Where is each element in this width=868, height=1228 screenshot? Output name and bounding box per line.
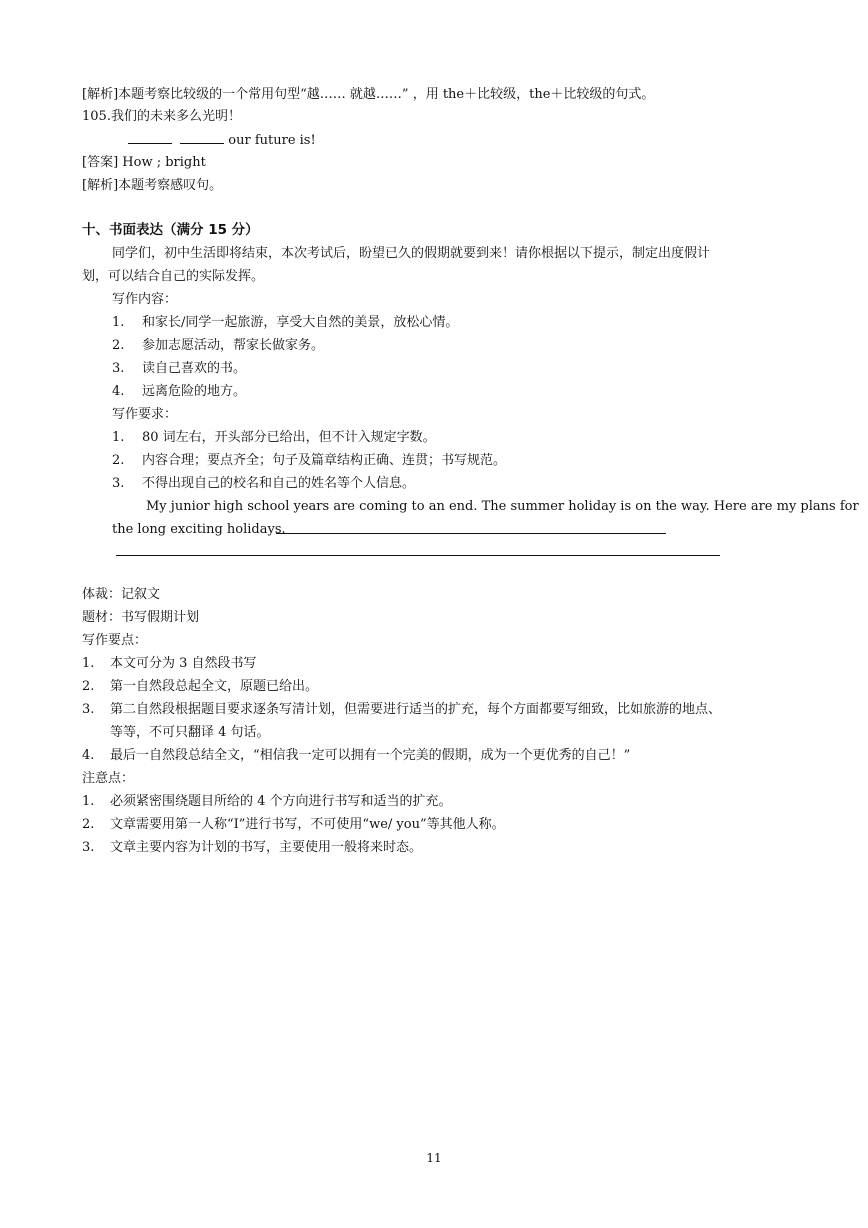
analysis-topic: 题材：书写假期计划 <box>82 610 200 625</box>
answer-blank-2[interactable] <box>180 131 224 144</box>
point-item: 4. 最后一自然段总结全文，“相信我一定可以拥有一个完美的假期，成为一个更优秀的自己！” <box>82 748 631 763</box>
essay-starter-1: My junior high school years are coming to an end. The summer holiday is on the way. Here are my plans for <box>146 499 859 514</box>
section-title: 十、书面表达（满分 15 分） <box>82 222 259 238</box>
q105-answer: [答案] How ; bright <box>82 155 206 170</box>
note-item: 2. 文章需要用第一人称“I”进行书写，不可使用“we/ you”等其他人称。 <box>82 817 505 832</box>
essay-starter-2: the long exciting holidays. <box>112 522 286 537</box>
q105-analysis: [解析]本题考察感叹句。 <box>82 178 223 193</box>
section-intro-2: 划，可以结合自己的实际发挥。 <box>82 269 265 284</box>
content-item: 2. 参加志愿活动，帮家长做家务。 <box>112 338 325 353</box>
writing-line[interactable] <box>116 555 720 556</box>
q105-fill-line <box>128 131 316 149</box>
point-item: 1. 本文可分为 3 自然段书写 <box>82 656 257 671</box>
content-label: 写作内容： <box>112 292 178 307</box>
answer-blank-1[interactable] <box>128 131 172 144</box>
q105-prompt: 105.我们的未来多么光明！ <box>82 109 241 124</box>
q104-analysis: [解析]本题考察比较级的一个常用句型“越…… 就越……” ，用 the＋比较级，the＋比较级的句式。 <box>82 87 655 102</box>
note-item: 1. 必须紧密围绕题目所给的 4 个方向进行书写和适当的扩充。 <box>82 794 452 809</box>
point-item: 2. 第一自然段总起全文，原题已给出。 <box>82 679 319 694</box>
writing-line[interactable] <box>276 533 666 534</box>
requirement-item: 2. 内容合理；要点齐全；句子及篇章结构正确、连贯；书写规范。 <box>112 453 507 468</box>
q105-fill-suffix: our future is! <box>228 133 316 148</box>
content-item: 3. 读自己喜欢的书。 <box>112 361 247 376</box>
points-label: 写作要点： <box>82 633 148 648</box>
content-item: 4. 远离危险的地方。 <box>112 384 247 399</box>
requirement-item: 3. 不得出现自己的校名和自己的姓名等个人信息。 <box>112 476 416 491</box>
point-item-continuation: 等等，不可只翻译 4 句话。 <box>110 725 270 740</box>
content-item: 1. 和家长/同学一起旅游，享受大自然的美景，放松心情。 <box>112 315 459 330</box>
page-number: 11 <box>426 1151 442 1165</box>
point-item: 3. 第二自然段根据题目要求逐条写清计划，但需要进行适当的扩充，每个方面都要写细致，比如旅游的地点、 <box>82 702 722 717</box>
section-intro-1: 同学们，初中生活即将结束，本次考试后，盼望已久的假期就要到来！请你根据以下提示，制定出度假计 <box>112 246 711 261</box>
requirements-label: 写作要求： <box>112 407 178 422</box>
analysis-genre: 体裁：记叙文 <box>82 587 161 602</box>
requirement-item: 1. 80 词左右，开头部分已给出，但不计入规定字数。 <box>112 430 436 445</box>
note-item: 3. 文章主要内容为计划的书写，主要使用一般将来时态。 <box>82 840 423 855</box>
notes-label: 注意点： <box>82 771 135 786</box>
